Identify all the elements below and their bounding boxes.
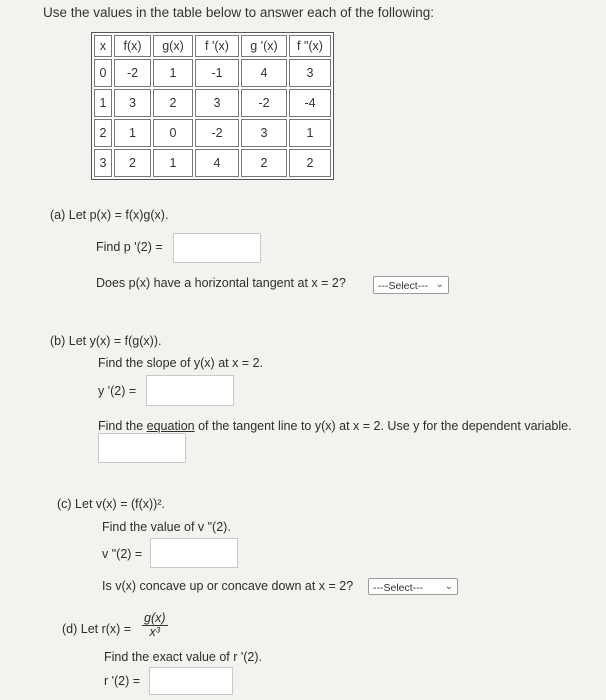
tangent-instruction <box>98 419 572 433</box>
table-cell: 1 <box>94 89 112 117</box>
table-cell: 4 <box>195 149 239 177</box>
table-cell: 2 <box>114 149 151 177</box>
table-cell: 0 <box>94 59 112 87</box>
table-cell: -1 <box>195 59 239 87</box>
part-a-find-label: Find p '(2) = <box>96 240 163 254</box>
table-cell: 0 <box>153 119 193 147</box>
table-cell: 4 <box>241 59 287 87</box>
part-c-question: Is v(x) concave up or concave down at x = 2? <box>102 579 354 593</box>
table-cell: 3 <box>241 119 287 147</box>
problem-prompt: Use the values in the table below to answer each of the following: <box>43 5 434 20</box>
table-cell: 1 <box>153 59 193 87</box>
table-header-row <box>94 35 331 57</box>
part-d-r-label: r '(2) = <box>104 674 141 688</box>
fraction-numerator: g(x) <box>144 611 166 625</box>
tangent-equation-input[interactable] <box>98 433 186 463</box>
table-cell: -2 <box>195 119 239 147</box>
table-cell: 2 <box>94 119 112 147</box>
horizontal-tangent-select[interactable] <box>373 276 449 294</box>
part-b-intro: (b) Let y(x) = f(g(x)). <box>50 334 162 348</box>
tangent-instruction-post: of the tangent line to y(x) at x = 2. Use y for the dependent variable. <box>194 419 572 433</box>
table-cell: 2 <box>241 149 287 177</box>
table-cell: -2 <box>114 59 151 87</box>
values-table <box>91 32 334 180</box>
table-cell: 1 <box>289 119 331 147</box>
tangent-instruction-pre: Find the <box>98 419 147 433</box>
part-d-intro: (d) Let r(x) = <box>62 622 132 636</box>
table-row <box>94 119 331 147</box>
part-a-intro: (a) Let p(x) = f(x)g(x). <box>50 208 169 222</box>
part-c-instruction: Find the value of v "(2). <box>102 520 231 534</box>
table-cell: 3 <box>289 59 331 87</box>
select-value: ---Select--- <box>378 280 429 292</box>
table-row <box>94 89 331 117</box>
r-prime-answer-input[interactable] <box>149 667 233 695</box>
table-cell: -4 <box>289 89 331 117</box>
concavity-select[interactable] <box>368 578 458 595</box>
part-b-y-label: y '(2) = <box>98 384 137 398</box>
table-cell: 1 <box>114 119 151 147</box>
p-prime-answer-input[interactable] <box>173 233 261 263</box>
column-header-f-prime: f '(x) <box>195 35 239 57</box>
v-double-prime-answer-input[interactable] <box>150 538 238 568</box>
table-cell: 3 <box>195 89 239 117</box>
part-c-v-label: v "(2) = <box>102 547 143 561</box>
table-cell: 2 <box>289 149 331 177</box>
chevron-down-icon: ⌄ <box>444 581 453 592</box>
column-header-g-prime: g '(x) <box>241 35 287 57</box>
column-header-g: g(x) <box>153 35 193 57</box>
table-cell: -2 <box>241 89 287 117</box>
select-value: ---Select--- <box>373 582 424 594</box>
table-cell: 3 <box>94 149 112 177</box>
table-cell: 2 <box>153 89 193 117</box>
column-header-f-double-prime: f "(x) <box>289 35 331 57</box>
equation-link[interactable]: equation <box>146 419 195 433</box>
table-row <box>94 149 331 177</box>
part-d-instruction: Find the exact value of r '(2). <box>104 650 263 664</box>
r-fraction <box>142 612 168 639</box>
fraction-denominator: x³ <box>149 625 160 639</box>
part-b-instruction: Find the slope of y(x) at x = 2. <box>98 356 264 370</box>
column-header-x: x <box>94 35 112 57</box>
part-a-question: Does p(x) have a horizontal tangent at x = 2? <box>96 276 346 290</box>
table-cell: 1 <box>153 149 193 177</box>
chevron-down-icon: ⌄ <box>435 279 444 290</box>
table-row <box>94 59 331 87</box>
table-cell: 3 <box>114 89 151 117</box>
part-c-intro: (c) Let v(x) = (f(x))². <box>57 497 165 511</box>
column-header-f: f(x) <box>114 35 151 57</box>
y-prime-answer-input[interactable] <box>146 375 234 406</box>
